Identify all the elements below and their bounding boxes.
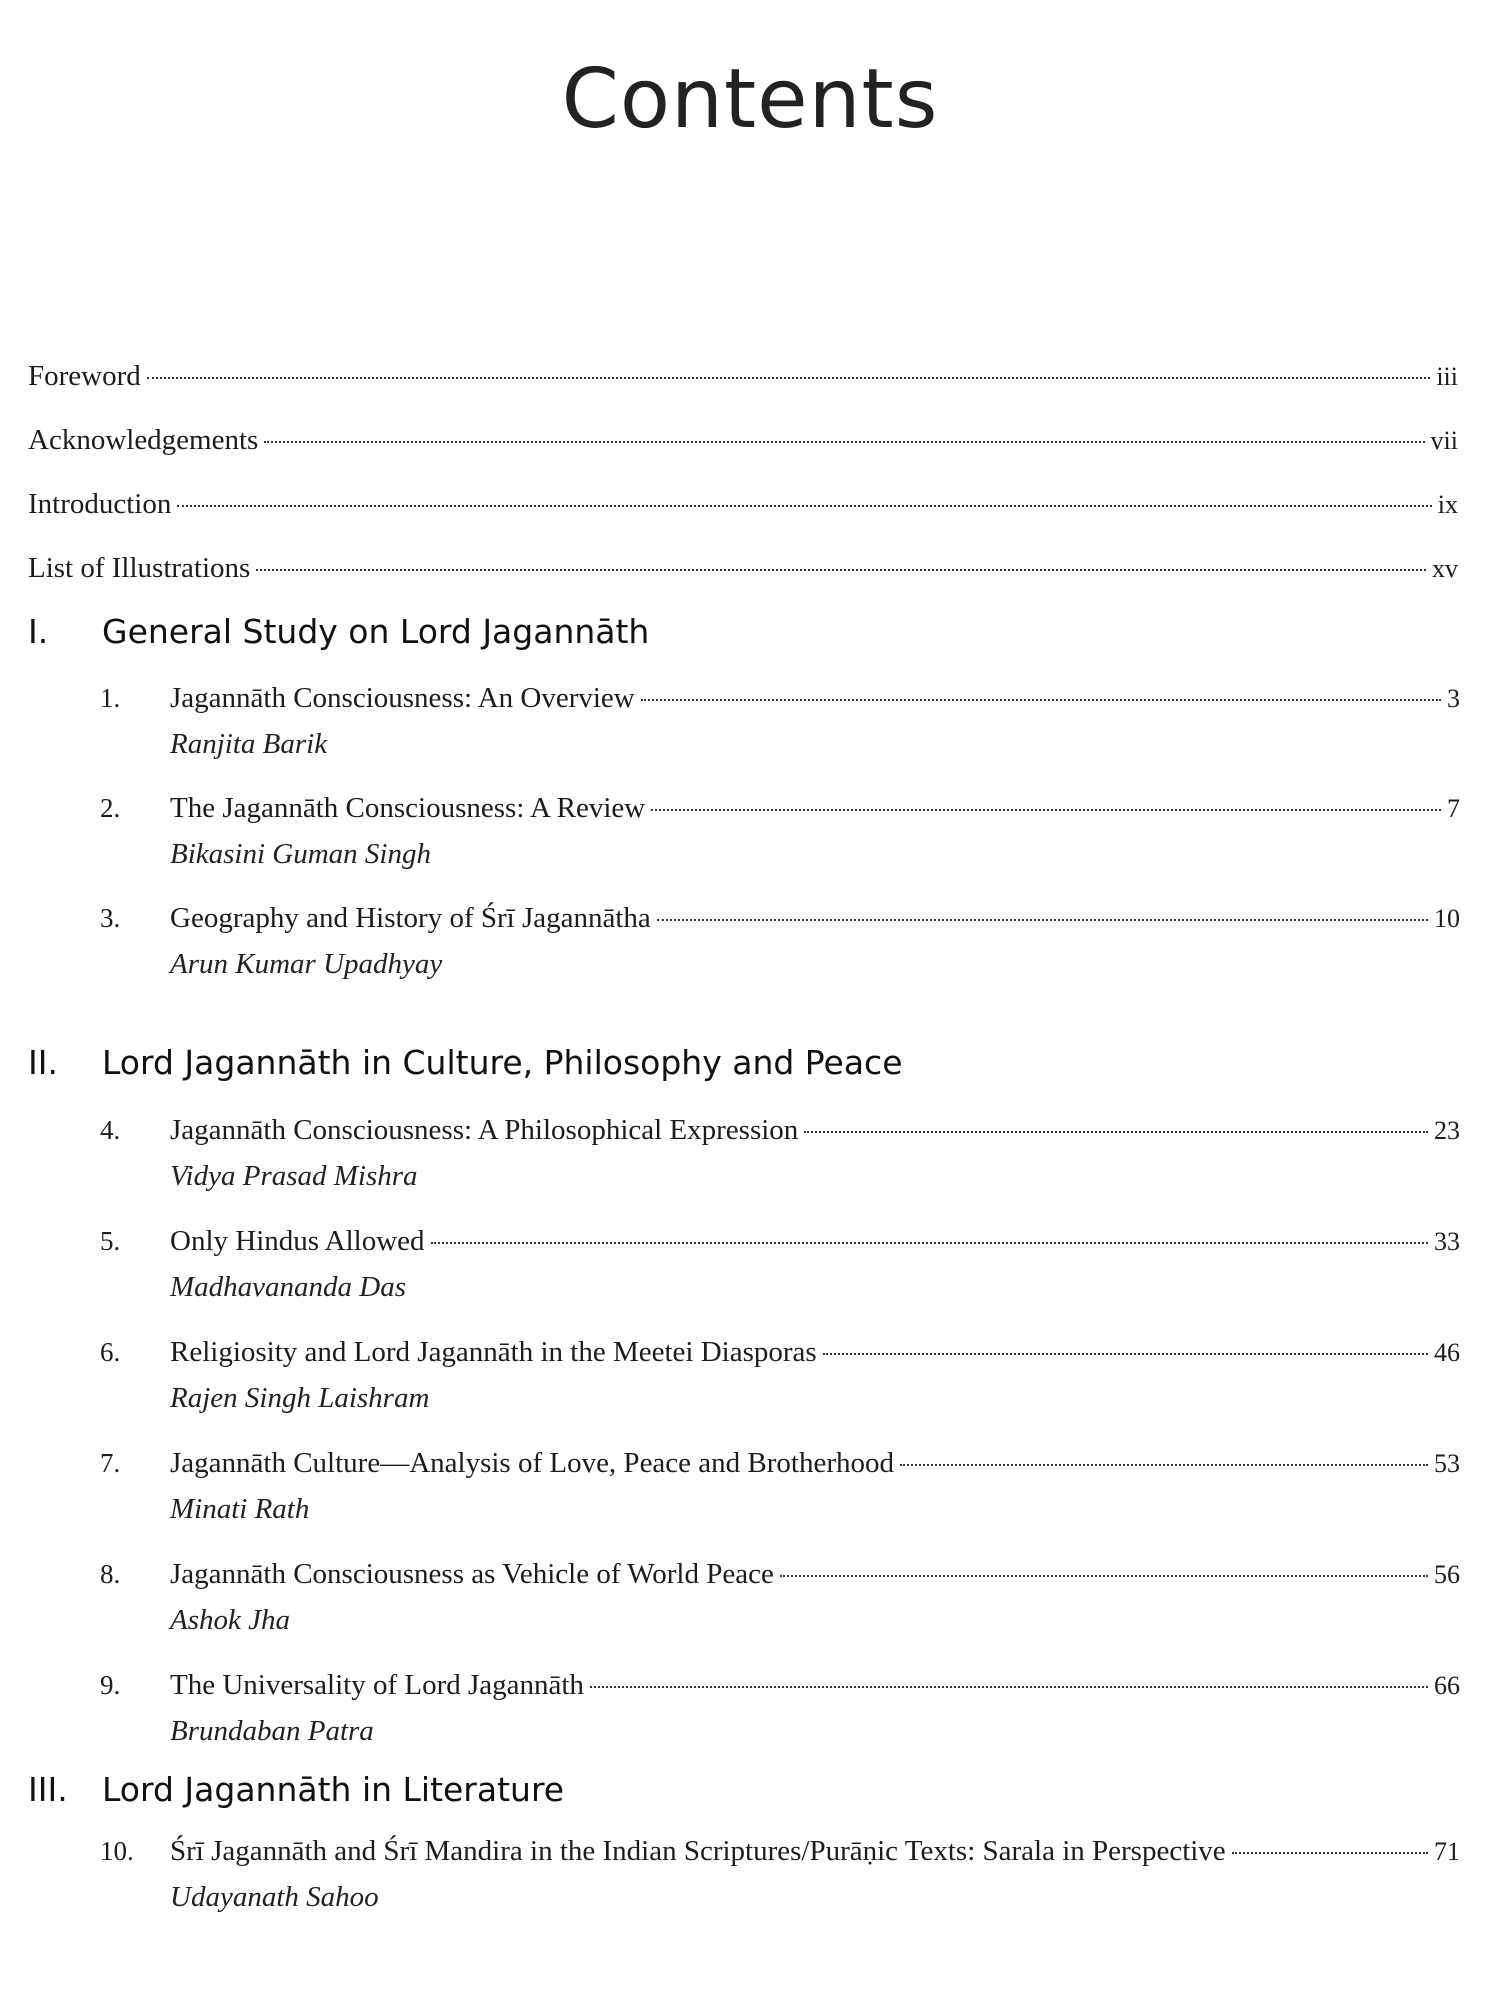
entry-author: Minati Rath: [170, 1493, 310, 1525]
toc-row-foreword[interactable]: [28, 358, 1458, 395]
entry-author: Rajen Singh Laishram: [170, 1382, 430, 1414]
entry-number: 10.: [100, 1836, 134, 1866]
toc-entry-6[interactable]: [100, 1334, 1460, 1371]
entry-title: Jagannāth Culture—Analysis of Love, Peace and Brotherhood: [170, 1447, 895, 1479]
toc-label: List of Illustrations: [28, 552, 251, 584]
section-heading-1: [28, 612, 649, 651]
entry-number: 7.: [100, 1448, 121, 1478]
section-title: General Study on Lord Jagannāth: [102, 612, 650, 651]
page-number: 10: [1434, 904, 1460, 933]
toc-label: Foreword: [28, 360, 141, 392]
toc-label: Acknowledgements: [28, 424, 259, 456]
dot-leader: [147, 377, 1431, 379]
dot-leader: [657, 919, 1428, 921]
entry-title: Śrī Jagannāth and Śrī Mandira in the Indian Scriptures/Purāṇic Texts: Sarala in Perspective: [170, 1835, 1226, 1867]
section-numeral: III.: [28, 1770, 68, 1809]
dot-leader: [177, 505, 1431, 507]
page-number: 53: [1434, 1449, 1460, 1478]
entry-title: Jagannāth Consciousness: An Overview: [170, 682, 635, 714]
section-numeral: II.: [28, 1043, 58, 1082]
toc-entry-7[interactable]: [100, 1445, 1460, 1482]
entry-number: 9.: [100, 1670, 121, 1700]
toc-row-acknowledgements[interactable]: [28, 422, 1458, 459]
entry-title: Only Hindus Allowed: [170, 1225, 425, 1257]
dot-leader: [264, 441, 1424, 443]
page-title: Contents: [561, 52, 939, 147]
dot-leader: [641, 699, 1441, 701]
page-number: vii: [1430, 426, 1458, 455]
page-number: ix: [1437, 490, 1458, 519]
dot-leader: [431, 1242, 1428, 1244]
toc-entry-3[interactable]: [100, 900, 1460, 937]
entry-author: Bikasini Guman Singh: [170, 838, 431, 870]
dot-leader: [804, 1131, 1428, 1133]
toc-row-list-of-illustrations[interactable]: [28, 550, 1458, 587]
section-numeral: I.: [28, 612, 49, 651]
entry-number: 5.: [100, 1226, 121, 1256]
dot-leader: [780, 1575, 1428, 1577]
entry-title: Religiosity and Lord Jagannāth in the Meetei Diasporas: [170, 1336, 817, 1368]
toc-entry-2[interactable]: [100, 790, 1460, 827]
section-title: Lord Jagannāth in Culture, Philosophy and Peace: [102, 1043, 903, 1082]
page-number: 71: [1434, 1837, 1460, 1866]
entry-author: Udayanath Sahoo: [170, 1881, 379, 1913]
page-number: 3: [1447, 684, 1460, 713]
entry-author: Vidya Prasad Mishra: [170, 1160, 418, 1192]
section-heading-2: [28, 1043, 903, 1082]
dot-leader: [1232, 1852, 1428, 1854]
dot-leader: [256, 569, 1426, 571]
dot-leader: [900, 1464, 1428, 1466]
entry-number: 3.: [100, 903, 121, 933]
toc-entry-1[interactable]: [100, 680, 1460, 717]
entry-author: Ranjita Barik: [170, 728, 328, 760]
entry-author: Arun Kumar Upadhyay: [170, 948, 443, 980]
dot-leader: [651, 809, 1441, 811]
dot-leader: [823, 1353, 1428, 1355]
entry-number: 6.: [100, 1337, 121, 1367]
toc-label: Introduction: [28, 488, 172, 520]
entry-author: Ashok Jha: [170, 1604, 290, 1636]
entry-number: 2.: [100, 793, 121, 823]
entry-title: The Jagannāth Consciousness: A Review: [170, 792, 646, 824]
page-number: 7: [1447, 794, 1460, 823]
section-heading-3: [28, 1770, 564, 1809]
dot-leader: [590, 1686, 1428, 1688]
entry-title: Jagannāth Consciousness as Vehicle of World Peace: [170, 1558, 774, 1590]
entry-author: Madhavananda Das: [170, 1271, 407, 1303]
toc-entry-9[interactable]: [100, 1667, 1460, 1704]
page-number: 56: [1434, 1560, 1460, 1589]
toc-entry-5[interactable]: [100, 1223, 1460, 1260]
entry-title: Jagannāth Consciousness: A Philosophical Expression: [170, 1114, 799, 1146]
page-number: 23: [1434, 1116, 1460, 1145]
toc-entry-8[interactable]: [100, 1556, 1460, 1593]
page-number: 66: [1434, 1671, 1460, 1700]
entry-number: 1.: [100, 683, 121, 713]
toc-entry-10[interactable]: [100, 1833, 1460, 1870]
page-number: iii: [1436, 362, 1458, 391]
toc-entry-4[interactable]: [100, 1112, 1460, 1149]
section-title: Lord Jagannāth in Literature: [102, 1770, 565, 1809]
entry-title: The Universality of Lord Jagannāth: [170, 1669, 584, 1701]
entry-number: 4.: [100, 1115, 121, 1145]
entry-title: Geography and History of Śrī Jagannātha: [170, 902, 651, 934]
toc-row-introduction[interactable]: [28, 486, 1458, 523]
page-number: 46: [1434, 1338, 1460, 1367]
page-number: 33: [1434, 1227, 1460, 1256]
page-number: xv: [1432, 554, 1458, 583]
entry-author: Brundaban Patra: [170, 1715, 374, 1747]
entry-number: 8.: [100, 1559, 121, 1589]
